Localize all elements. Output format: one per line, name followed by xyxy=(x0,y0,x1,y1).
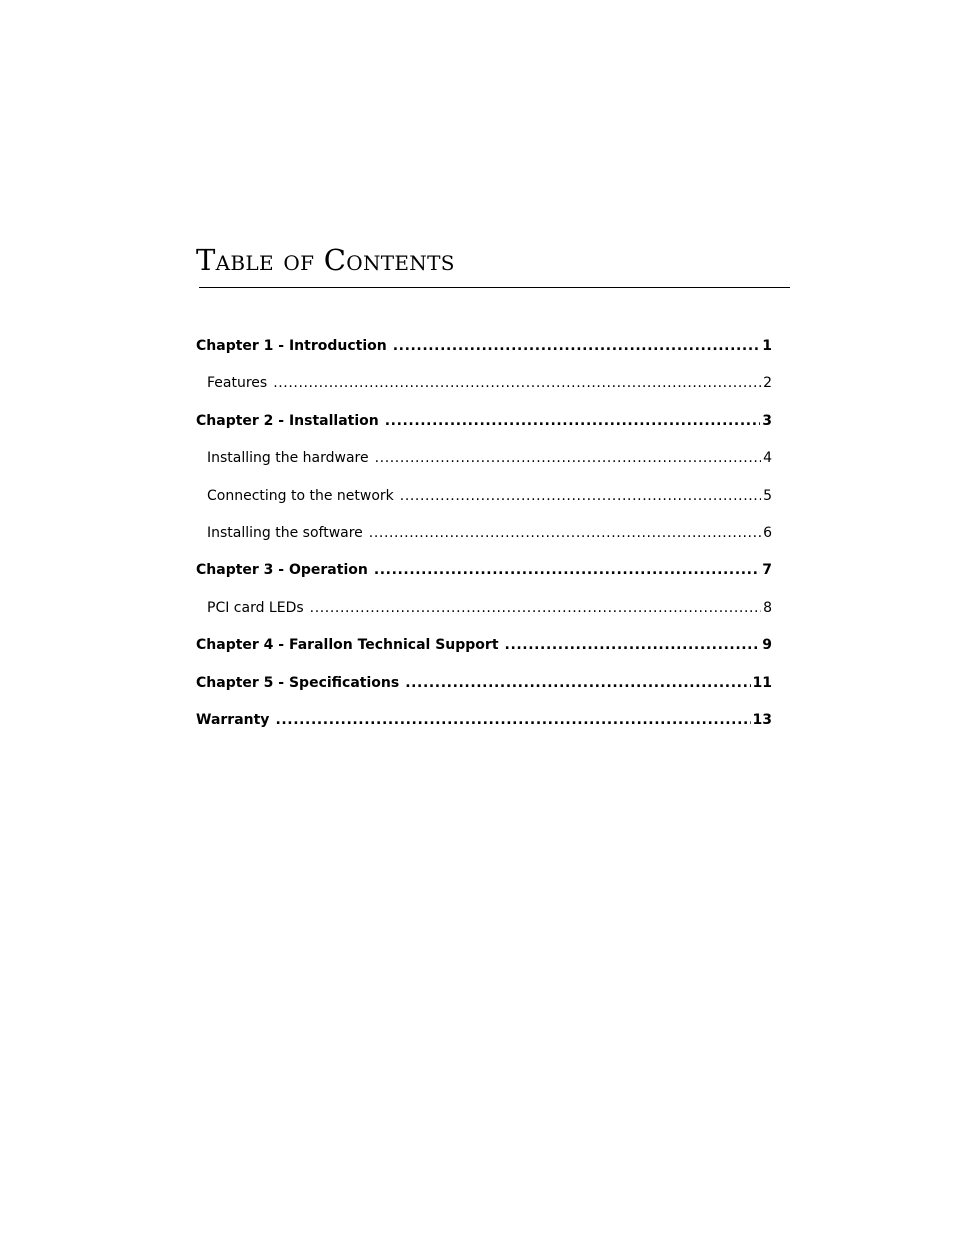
toc-entry-label: Chapter 1 - Introduction xyxy=(196,338,387,354)
toc-entry-label: PCI card LEDs xyxy=(207,599,304,616)
dot-leader xyxy=(369,515,761,552)
dot-leader xyxy=(375,440,761,477)
toc-entry-page: 11 xyxy=(752,674,772,691)
toc-entry-features[interactable] xyxy=(196,365,772,402)
toc-entry-warranty[interactable] xyxy=(196,702,772,739)
toc-entry-label: Chapter 5 - Specifications xyxy=(196,674,400,691)
toc-entry-page: 2 xyxy=(763,375,772,392)
dot-leader xyxy=(275,702,750,739)
toc-entry-label: Connecting to the network xyxy=(207,487,394,504)
dot-leader xyxy=(273,365,761,402)
toc-entry-label: Features xyxy=(207,375,268,392)
toc-entry-chapter-1[interactable] xyxy=(196,328,772,365)
toc-entry-label: Installing the software xyxy=(207,524,363,541)
toc-entry-label: Chapter 4 - Farallon Technical Support xyxy=(196,637,499,654)
toc-entry-label: Installing the hardware xyxy=(207,450,369,467)
toc-entry-label: Chapter 3 - Operation xyxy=(196,562,368,579)
toc-entry-label: Chapter 2 - Installation xyxy=(196,412,379,429)
dot-leader xyxy=(310,590,761,627)
toc-entry-page: 8 xyxy=(763,599,772,616)
toc-entry-chapter-5[interactable] xyxy=(196,665,772,702)
toc-entry-page: 5 xyxy=(763,487,772,504)
toc-entry-page: 7 xyxy=(762,562,772,579)
dot-leader xyxy=(400,478,761,515)
toc-entry-page: 3 xyxy=(762,412,772,429)
toc-entry-page: 4 xyxy=(763,450,772,467)
dot-leader xyxy=(385,403,761,440)
title-divider xyxy=(199,287,790,288)
toc-entry-page: 1 xyxy=(762,338,772,354)
toc-entry-label: Warranty xyxy=(196,711,270,728)
dot-leader xyxy=(405,665,750,702)
toc-entry-chapter-4[interactable] xyxy=(196,627,772,664)
page-title: Table of Contents xyxy=(196,243,455,277)
dot-leader xyxy=(374,552,760,589)
toc-entry-connecting-network[interactable] xyxy=(196,478,772,515)
toc-entry-page: 6 xyxy=(763,524,772,541)
toc-entry-chapter-2[interactable] xyxy=(196,403,772,440)
toc-entry-page: 13 xyxy=(752,711,772,728)
toc-entry-pci-card-leds[interactable] xyxy=(196,590,772,627)
toc-entry-installing-software[interactable] xyxy=(196,515,772,552)
toc-entry-installing-hardware[interactable] xyxy=(196,440,772,477)
dot-leader xyxy=(505,627,761,664)
toc-entry-chapter-3[interactable] xyxy=(196,552,772,589)
table-of-contents xyxy=(196,328,772,739)
toc-entry-page: 9 xyxy=(762,637,772,654)
dot-leader xyxy=(393,328,761,365)
